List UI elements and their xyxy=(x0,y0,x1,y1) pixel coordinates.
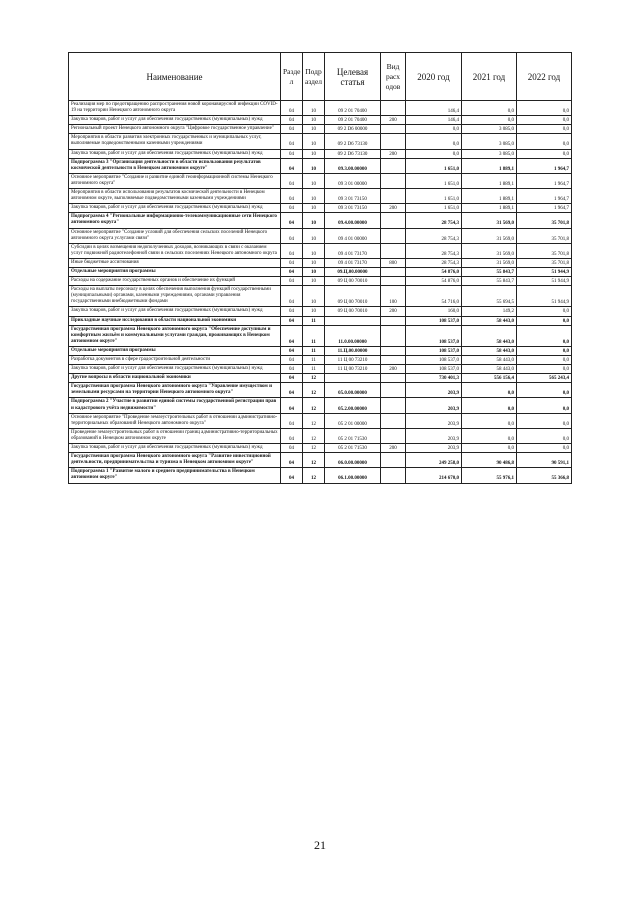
row-amount-2021: 3 085,0 xyxy=(462,134,517,149)
row-section: 04 xyxy=(281,204,303,213)
row-section: 04 xyxy=(281,158,303,173)
row-amount-2020: 108 537,0 xyxy=(406,356,462,365)
row-expense-type: 200 xyxy=(381,444,406,453)
row-section: 04 xyxy=(281,346,303,355)
row-amount-2022: 90 591,1 xyxy=(517,453,572,468)
row-subsection: 12 xyxy=(303,428,325,443)
header-section: Разде л xyxy=(281,53,303,101)
table-row xyxy=(69,204,572,213)
row-section: 04 xyxy=(281,365,303,374)
row-amount-2020: 28 754,3 xyxy=(406,213,462,228)
row-section: 04 xyxy=(281,413,303,428)
table-row xyxy=(69,307,572,316)
table-row xyxy=(69,149,572,158)
row-name: Основное мероприятие "Проведение землеустроительных работ в отношении административно-территориальных образований Ненецкого автономного округа" xyxy=(69,413,281,428)
row-name: Закупка товаров, работ и услуг для обеспечения государственных (муниципальных) нужд xyxy=(69,149,281,158)
row-amount-2020: 0,0 xyxy=(406,149,462,158)
row-expense-type: 100 xyxy=(381,286,406,307)
row-amount-2020: 146,4 xyxy=(406,101,462,116)
row-amount-2020: 1 651,0 xyxy=(406,189,462,204)
row-amount-2022: 0,0 xyxy=(517,134,572,149)
row-name: Региональный проект Ненецкого автономного округа "Цифровое государственное управление" xyxy=(69,125,281,134)
table-row xyxy=(69,134,572,149)
header-name: Наименование xyxy=(69,53,281,101)
row-amount-2020: 146,4 xyxy=(406,116,462,125)
row-amount-2022: 0,0 xyxy=(517,101,572,116)
row-expense-type: 200 xyxy=(381,204,406,213)
row-article: 09 Ц 00 70010 xyxy=(325,286,381,307)
row-section: 04 xyxy=(281,243,303,258)
row-amount-2020: 730 401,3 xyxy=(406,374,462,383)
row-expense-type xyxy=(381,453,406,468)
row-amount-2020: 108 537,0 xyxy=(406,346,462,355)
row-expense-type xyxy=(381,316,406,325)
row-amount-2021: 1 889,1 xyxy=(462,204,517,213)
row-amount-2022: 0,0 xyxy=(517,383,572,398)
table-row xyxy=(69,428,572,443)
row-amount-2021: 0,0 xyxy=(462,116,517,125)
row-amount-2020: 1 651,0 xyxy=(406,158,462,173)
row-expense-type xyxy=(381,374,406,383)
row-amount-2022: 35 701,8 xyxy=(517,243,572,258)
row-subsection: 10 xyxy=(303,173,325,188)
row-amount-2022: 51 944,9 xyxy=(517,267,572,276)
row-amount-2022: 0,0 xyxy=(517,125,572,134)
row-expense-type xyxy=(381,277,406,286)
row-section: 04 xyxy=(281,134,303,149)
row-amount-2021: 0,0 xyxy=(462,101,517,116)
row-subsection: 12 xyxy=(303,413,325,428)
row-section: 04 xyxy=(281,267,303,276)
row-amount-2021: 0,0 xyxy=(462,383,517,398)
row-amount-2022: 0,0 xyxy=(517,428,572,443)
row-amount-2022: 0,0 xyxy=(517,365,572,374)
row-name: Другие вопросы в области национальной экономики xyxy=(69,374,281,383)
table-row xyxy=(69,365,572,374)
row-name: Подпрограмма 4 "Региональные информационно-телекоммуникационные сети Ненецкого автономного округа" xyxy=(69,213,281,228)
row-amount-2020: 203,9 xyxy=(406,398,462,413)
row-name: Закупка товаров, работ и услуг для обеспечения государственных (муниципальных) нужд xyxy=(69,365,281,374)
table-body xyxy=(69,101,572,484)
row-subsection: 10 xyxy=(303,267,325,276)
row-amount-2021: 149,2 xyxy=(462,307,517,316)
row-name: Проведение землеустроительных работ в отношении границ административно-территориальных образований в Ненецком автономном округе xyxy=(69,428,281,443)
row-amount-2022: 1 964,7 xyxy=(517,158,572,173)
row-amount-2021: 55 843,7 xyxy=(462,267,517,276)
row-amount-2021: 55 976,1 xyxy=(462,468,517,483)
row-amount-2021: 55 694,5 xyxy=(462,286,517,307)
row-name: Расходы на содержание государственных органов и обеспечение их функций xyxy=(69,277,281,286)
row-amount-2022: 51 944,9 xyxy=(517,286,572,307)
row-article: 09 2 D6 73130 xyxy=(325,149,381,158)
row-subsection: 10 xyxy=(303,243,325,258)
row-expense-type xyxy=(381,356,406,365)
row-section: 04 xyxy=(281,316,303,325)
row-expense-type xyxy=(381,101,406,116)
row-section: 04 xyxy=(281,101,303,116)
budget-table xyxy=(68,52,572,484)
row-subsection: 10 xyxy=(303,213,325,228)
row-amount-2022: 35 701,8 xyxy=(517,258,572,267)
table-row xyxy=(69,101,572,116)
row-amount-2022: 35 701,8 xyxy=(517,213,572,228)
row-article: 09 3 01 73150 xyxy=(325,204,381,213)
row-article: 09 Ц 00 70010 xyxy=(325,307,381,316)
row-amount-2021: 90 486,8 xyxy=(462,453,517,468)
row-section: 04 xyxy=(281,428,303,443)
row-amount-2022: 1 964,7 xyxy=(517,173,572,188)
table-row xyxy=(69,286,572,307)
row-amount-2021: 31 569,0 xyxy=(462,213,517,228)
row-name: Субсидии в целях возмещения недополученных доходов, возникающих в связи с оказанием услуг подвижной радиотелефонной связи в сельских поселениях Ненецкого автономного округа xyxy=(69,243,281,258)
row-article: 09 2 01 70400 xyxy=(325,116,381,125)
row-article: 09 2 D6 00000 xyxy=(325,125,381,134)
row-article xyxy=(325,316,381,325)
row-subsection: 10 xyxy=(303,228,325,243)
row-subsection: 10 xyxy=(303,204,325,213)
row-section: 04 xyxy=(281,277,303,286)
row-section: 04 xyxy=(281,258,303,267)
table-row xyxy=(69,383,572,398)
table-row xyxy=(69,158,572,173)
row-subsection: 10 xyxy=(303,125,325,134)
row-name: Мероприятия в области использования результатов космической деятельности в Ненецком автономном округе, выполняемые подведомственными казенными учреждениями xyxy=(69,189,281,204)
row-subsection: 10 xyxy=(303,134,325,149)
row-section: 04 xyxy=(281,453,303,468)
row-subsection: 10 xyxy=(303,158,325,173)
row-expense-type xyxy=(381,158,406,173)
row-section: 04 xyxy=(281,374,303,383)
row-article: 05 2 01 71530 xyxy=(325,428,381,443)
row-expense-type xyxy=(381,398,406,413)
row-subsection: 10 xyxy=(303,286,325,307)
row-article: 09.Ц.00.00000 xyxy=(325,267,381,276)
row-amount-2021: 58 443,0 xyxy=(462,316,517,325)
row-expense-type xyxy=(381,125,406,134)
row-amount-2021: 1 889,1 xyxy=(462,189,517,204)
table-header-row xyxy=(69,53,572,101)
row-subsection: 12 xyxy=(303,383,325,398)
table-row xyxy=(69,228,572,243)
row-name: Подпрограмма 1 "Развитие малого и среднего предпринимательства в Ненецком автономном округе" xyxy=(69,468,281,483)
row-article: 09 4 01 73170 xyxy=(325,243,381,258)
row-section: 04 xyxy=(281,468,303,483)
row-name: Закупка товаров, работ и услуг для обеспечения государственных (муниципальных) нужд xyxy=(69,444,281,453)
table-row xyxy=(69,413,572,428)
row-section: 04 xyxy=(281,213,303,228)
row-section: 04 xyxy=(281,189,303,204)
row-amount-2021: 0,0 xyxy=(462,413,517,428)
row-subsection: 12 xyxy=(303,398,325,413)
row-amount-2022: 0,0 xyxy=(517,316,572,325)
row-article: 09 3 01 73150 xyxy=(325,189,381,204)
row-amount-2020: 28 754,3 xyxy=(406,228,462,243)
row-amount-2020: 54 876,0 xyxy=(406,267,462,276)
row-amount-2020: 0,0 xyxy=(406,125,462,134)
table-row xyxy=(69,125,572,134)
row-name: Государственная программа Ненецкого автономного округа "Обеспечение доступным и комфортным жильём и коммунальными услугами граждан, проживающих в Ненецком автономном округе" xyxy=(69,325,281,346)
row-subsection: 10 xyxy=(303,149,325,158)
row-amount-2020: 108 537,0 xyxy=(406,325,462,346)
row-section: 04 xyxy=(281,325,303,346)
row-name: Иные бюджетные ассигнования xyxy=(69,258,281,267)
row-amount-2022: 1 964,7 xyxy=(517,189,572,204)
row-section: 04 xyxy=(281,356,303,365)
row-name: Основное мероприятие "Создание и развитие единой геоинформационной системы Ненецкого автономного округа" xyxy=(69,173,281,188)
row-amount-2021: 58 443,0 xyxy=(462,365,517,374)
row-amount-2020: 54 716,0 xyxy=(406,286,462,307)
header-2021: 2021 год xyxy=(462,53,517,101)
row-expense-type xyxy=(381,346,406,355)
row-amount-2022: 0,0 xyxy=(517,413,572,428)
row-amount-2021: 31 569,0 xyxy=(462,243,517,258)
row-amount-2022: 565 243,4 xyxy=(517,374,572,383)
row-name: Мероприятия в области развития электронных государственных и муниципальных услуг, выполняемые подведомственными казенными учреждениями xyxy=(69,134,281,149)
row-section: 04 xyxy=(281,125,303,134)
row-subsection: 11 xyxy=(303,356,325,365)
row-subsection: 11 xyxy=(303,365,325,374)
row-section: 04 xyxy=(281,286,303,307)
header-subsection: Подр аздел xyxy=(303,53,325,101)
table-row xyxy=(69,356,572,365)
row-expense-type xyxy=(381,189,406,204)
row-expense-type xyxy=(381,213,406,228)
row-article: 05.0.00.00000 xyxy=(325,383,381,398)
row-amount-2022: 0,0 xyxy=(517,149,572,158)
row-amount-2021: 58 443,0 xyxy=(462,325,517,346)
row-name: Отдельные мероприятия программы xyxy=(69,267,281,276)
row-expense-type: 200 xyxy=(381,307,406,316)
row-article: 05 2 01 00000 xyxy=(325,413,381,428)
row-name: Закупка товаров, работ и услуг для обеспечения государственных (муниципальных) нужд xyxy=(69,204,281,213)
table-row xyxy=(69,258,572,267)
row-section: 04 xyxy=(281,444,303,453)
row-expense-type xyxy=(381,413,406,428)
row-amount-2020: 28 754,3 xyxy=(406,258,462,267)
table-row xyxy=(69,189,572,204)
row-article: 11.Ц.00.00000 xyxy=(325,346,381,355)
row-expense-type xyxy=(381,173,406,188)
row-article: 09 Ц 00 70010 xyxy=(325,277,381,286)
table-row xyxy=(69,444,572,453)
row-article xyxy=(325,374,381,383)
table-row xyxy=(69,398,572,413)
table-row xyxy=(69,468,572,483)
header-2022: 2022 год xyxy=(517,53,572,101)
row-article: 09 2 D6 73130 xyxy=(325,134,381,149)
row-article: 06.0.00.00000 xyxy=(325,453,381,468)
row-amount-2020: 203,9 xyxy=(406,444,462,453)
row-section: 04 xyxy=(281,398,303,413)
row-amount-2022: 0,0 xyxy=(517,307,572,316)
row-subsection: 10 xyxy=(303,307,325,316)
table-row xyxy=(69,316,572,325)
row-name: Государственная программа Ненецкого автономного округа "Управление имуществом и земельными ресурсами на территории Ненецкого автономного округа" xyxy=(69,383,281,398)
table-row xyxy=(69,453,572,468)
row-subsection: 11 xyxy=(303,316,325,325)
table-row xyxy=(69,277,572,286)
row-subsection: 10 xyxy=(303,258,325,267)
row-name: Закупка товаров, работ и услуг для обеспечения государственных (муниципальных) нужд xyxy=(69,307,281,316)
row-expense-type xyxy=(381,228,406,243)
row-subsection: 10 xyxy=(303,189,325,204)
row-expense-type xyxy=(381,243,406,258)
row-amount-2021: 58 443,0 xyxy=(462,346,517,355)
row-name: Государственная программа Ненецкого автономного округа "Развитие инвестиционной деятельности, предпринимательства и туризма в Ненецком автономном округе" xyxy=(69,453,281,468)
row-amount-2021: 31 569,0 xyxy=(462,258,517,267)
page-number: 21 xyxy=(314,838,326,852)
row-amount-2020: 1 651,0 xyxy=(406,173,462,188)
row-amount-2020: 203,9 xyxy=(406,428,462,443)
row-amount-2021: 1 889,1 xyxy=(462,173,517,188)
row-amount-2022: 1 964,7 xyxy=(517,204,572,213)
row-subsection: 12 xyxy=(303,453,325,468)
row-name: Реализация мер по предотвращению распространения новой коронавирусной инфекции COVID-19 на территории Ненецкого автономного округа xyxy=(69,101,281,116)
row-expense-type xyxy=(381,267,406,276)
row-subsection: 10 xyxy=(303,101,325,116)
row-name: Подпрограмма 2 "Участие в развитии единой системы государственной регистрации прав и кадастрового учёта недвижимости" xyxy=(69,398,281,413)
row-amount-2021: 1 889,1 xyxy=(462,158,517,173)
row-article: 09 2 01 70400 xyxy=(325,101,381,116)
row-article: 11.0.00.00000 xyxy=(325,325,381,346)
row-amount-2021: 556 156,4 xyxy=(462,374,517,383)
row-subsection: 12 xyxy=(303,444,325,453)
row-expense-type xyxy=(381,325,406,346)
table-row xyxy=(69,173,572,188)
row-amount-2021: 3 085,0 xyxy=(462,125,517,134)
header-article: Целевая статья xyxy=(325,53,381,101)
header-expense-type: Вид расх одов xyxy=(381,53,406,101)
table-row xyxy=(69,325,572,346)
row-amount-2022: 0,0 xyxy=(517,356,572,365)
row-amount-2020: 1 651,0 xyxy=(406,204,462,213)
row-subsection: 10 xyxy=(303,116,325,125)
row-section: 04 xyxy=(281,116,303,125)
row-article: 05 2 01 71530 xyxy=(325,444,381,453)
table-row xyxy=(69,116,572,125)
row-amount-2022: 0,0 xyxy=(517,346,572,355)
row-amount-2021: 3 085,0 xyxy=(462,149,517,158)
row-subsection: 11 xyxy=(303,325,325,346)
row-article: 05.2.00.00000 xyxy=(325,398,381,413)
row-amount-2022: 35 701,8 xyxy=(517,228,572,243)
row-article: 09.4.00.00000 xyxy=(325,213,381,228)
row-amount-2020: 203,9 xyxy=(406,413,462,428)
row-amount-2022: 0,0 xyxy=(517,398,572,413)
row-amount-2021: 55 843,7 xyxy=(462,277,517,286)
row-expense-type: 200 xyxy=(381,149,406,158)
row-amount-2022: 0,0 xyxy=(517,444,572,453)
row-expense-type: 200 xyxy=(381,365,406,374)
row-amount-2020: 203,9 xyxy=(406,383,462,398)
row-expense-type xyxy=(381,134,406,149)
table-row xyxy=(69,213,572,228)
row-amount-2020: 108 537,0 xyxy=(406,316,462,325)
row-expense-type: 800 xyxy=(381,258,406,267)
row-article: 09 4 01 73170 xyxy=(325,258,381,267)
row-name: Прикладные научные исследования в области национальной экономики xyxy=(69,316,281,325)
row-section: 04 xyxy=(281,149,303,158)
row-article: 09 3 01 00000 xyxy=(325,173,381,188)
table-row xyxy=(69,374,572,383)
row-amount-2021: 58 443,0 xyxy=(462,356,517,365)
row-amount-2021: 0,0 xyxy=(462,444,517,453)
row-expense-type xyxy=(381,383,406,398)
row-section: 04 xyxy=(281,228,303,243)
row-article: 11 Ц 00 73210 xyxy=(325,365,381,374)
row-article: 11 Ц 00 73210 xyxy=(325,356,381,365)
row-article: 06.1.00.00000 xyxy=(325,468,381,483)
row-amount-2020: 249 258,0 xyxy=(406,453,462,468)
row-name: Разработка документов в сфере градостроительной деятельности xyxy=(69,356,281,365)
row-amount-2022: 0,0 xyxy=(517,116,572,125)
row-amount-2020: 160,0 xyxy=(406,307,462,316)
row-amount-2020: 28 754,3 xyxy=(406,243,462,258)
row-name: Расходы на выплаты персоналу в целях обеспечения выполнения функций государственными (муниципальными) органами, казенными учреждениями, органами управления государственными внебюджетными фондами xyxy=(69,286,281,307)
row-amount-2021: 0,0 xyxy=(462,428,517,443)
row-amount-2020: 214 670,0 xyxy=(406,468,462,483)
row-subsection: 12 xyxy=(303,374,325,383)
row-expense-type: 200 xyxy=(381,116,406,125)
row-name: Закупка товаров, работ и услуг для обеспечения государственных (муниципальных) нужд xyxy=(69,116,281,125)
row-article: 09.3.00.00000 xyxy=(325,158,381,173)
row-article: 09 4 01 00000 xyxy=(325,228,381,243)
row-name: Отдельные мероприятия программы xyxy=(69,346,281,355)
row-expense-type xyxy=(381,468,406,483)
table-row xyxy=(69,243,572,258)
row-amount-2020: 0,0 xyxy=(406,134,462,149)
row-amount-2020: 108 537,0 xyxy=(406,365,462,374)
row-subsection: 10 xyxy=(303,277,325,286)
row-expense-type xyxy=(381,428,406,443)
header-2020: 2020 год xyxy=(406,53,462,101)
row-amount-2021: 0,0 xyxy=(462,398,517,413)
row-subsection: 11 xyxy=(303,346,325,355)
row-amount-2021: 31 569,0 xyxy=(462,228,517,243)
row-section: 04 xyxy=(281,173,303,188)
row-amount-2022: 55 366,8 xyxy=(517,468,572,483)
row-section: 04 xyxy=(281,307,303,316)
row-subsection: 12 xyxy=(303,468,325,483)
row-amount-2020: 54 876,0 xyxy=(406,277,462,286)
row-name: Подпрограмма 3 "Организация деятельности в области использования результатов космической деятельности в Ненецком автономном округе" xyxy=(69,158,281,173)
row-amount-2022: 0,0 xyxy=(517,325,572,346)
row-amount-2022: 51 944,9 xyxy=(517,277,572,286)
row-name: Основное мероприятие "Создание условий для обеспечения сельских поселений Ненецкого автономного округа услугами связи" xyxy=(69,228,281,243)
table-row xyxy=(69,346,572,355)
table-row xyxy=(69,267,572,276)
row-section: 04 xyxy=(281,383,303,398)
